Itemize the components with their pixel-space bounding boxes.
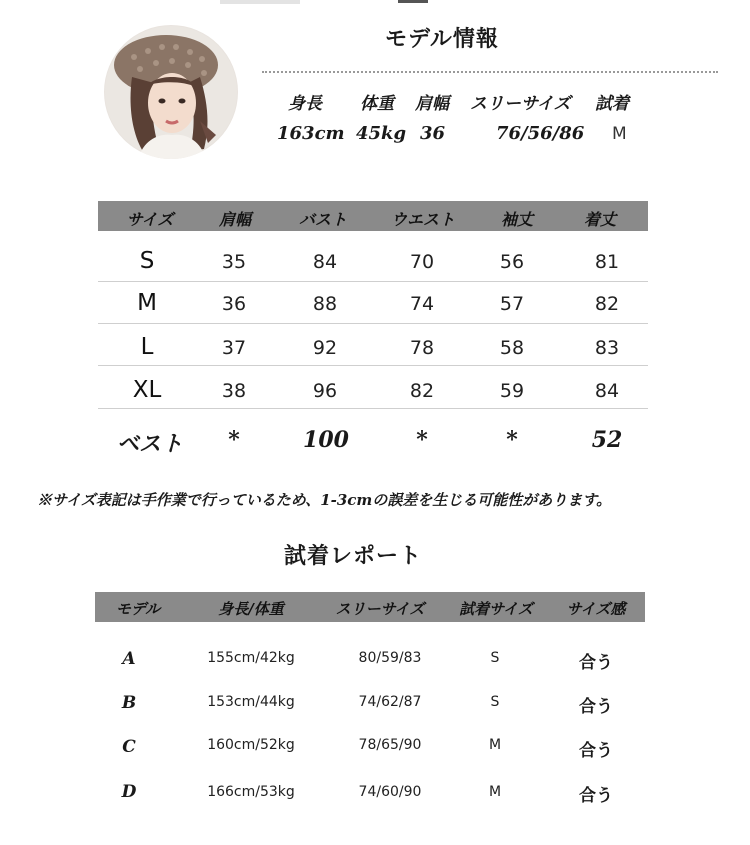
size-vest-sleeve: * [506, 427, 518, 453]
size-s-shoulder: 35 [221, 251, 247, 273]
size-vest-length: 52 [591, 427, 623, 453]
size-l-bust: 92 [312, 337, 338, 359]
report-d-size: M [488, 784, 502, 800]
report-header-model: モデル [115, 600, 161, 618]
size-l-waist: 78 [409, 337, 435, 359]
report-c-height-weight: 160cm/52kg [207, 737, 295, 753]
model-info-weight: 45kg [356, 123, 407, 144]
report-header-three-sizes: スリーサイズ [335, 600, 425, 618]
report-header-height-weight: 身長/体重 [218, 600, 284, 618]
size-row-divider [98, 408, 648, 409]
size-header-waist: ウエスト [390, 210, 456, 229]
report-a-three-sizes: 80/59/83 [358, 650, 422, 666]
size-header-bust: バスト [298, 210, 348, 229]
report-b-height-weight: 153cm/44kg [207, 694, 295, 710]
size-xl-length: 84 [594, 380, 620, 402]
report-c-fit: 合う [579, 741, 613, 761]
size-m-waist: 74 [409, 293, 435, 315]
report-model-d: D [121, 782, 137, 802]
report-b-fit: 合う [579, 697, 613, 717]
top-crop-bar [398, 0, 428, 3]
size-m-shoulder: 36 [221, 293, 247, 315]
report-a-height-weight: 155cm/42kg [207, 650, 295, 666]
report-model-c: C [122, 737, 136, 757]
report-a-size: S [490, 650, 500, 666]
report-c-size: M [488, 737, 502, 753]
size-l-length: 83 [594, 337, 620, 359]
size-xl-bust: 96 [312, 380, 338, 402]
size-row-s-label: S [139, 248, 155, 274]
size-l-shoulder: 37 [221, 337, 247, 359]
size-header-sleeve: 袖丈 [500, 210, 534, 229]
size-l-sleeve: 58 [499, 337, 525, 359]
model-info-height: 163cm [277, 123, 345, 144]
size-xl-shoulder: 38 [221, 380, 247, 402]
model-info-title: モデル情報 [385, 26, 499, 52]
size-row-m-label: M [137, 290, 157, 316]
size-m-bust: 88 [312, 293, 338, 315]
size-vest-shoulder: * [228, 427, 240, 453]
size-s-waist: 70 [409, 251, 435, 273]
model-info-tried-size: M [612, 124, 627, 144]
size-row-xl-label: XL [132, 377, 162, 403]
size-s-sleeve: 56 [499, 251, 525, 273]
size-row-divider [98, 281, 648, 282]
size-row-divider [98, 365, 648, 366]
report-d-three-sizes: 74/60/90 [358, 784, 422, 800]
size-header-size: サイズ [126, 210, 174, 229]
report-header-fit: サイズ感 [566, 600, 626, 618]
size-m-sleeve: 57 [499, 293, 525, 315]
report-c-three-sizes: 78/65/90 [358, 737, 422, 753]
size-table-header [98, 201, 648, 231]
size-vest-bust: 100 [303, 427, 349, 453]
size-s-bust: 84 [312, 251, 338, 273]
model-avatar [104, 25, 238, 159]
size-note: ※サイズ表記は手作業で行っているため、1-3cmの誤差を生じる可能性があります。 [37, 491, 612, 509]
size-header-shoulder: 肩幅 [218, 210, 252, 229]
size-xl-waist: 82 [409, 380, 435, 402]
size-m-length: 82 [594, 293, 620, 315]
size-vest-waist: * [416, 427, 428, 453]
model-info-label-shoulder: 肩幅 [415, 94, 449, 114]
report-b-size: S [490, 694, 500, 710]
report-model-a: A [122, 649, 136, 669]
model-info-label-height: 身長 [288, 94, 322, 114]
report-d-fit: 合う [579, 786, 613, 806]
report-d-height-weight: 166cm/53kg [207, 784, 295, 800]
model-info-three-sizes: 76/56/86 [496, 123, 585, 144]
size-row-divider [98, 323, 648, 324]
top-crop-remnant [220, 0, 300, 4]
model-info-label-tried-size: 試着 [595, 94, 629, 114]
size-row-vest-label: ベスト [116, 431, 184, 457]
report-a-fit: 合う [579, 653, 613, 673]
model-info-label-weight: 体重 [360, 94, 394, 114]
report-b-three-sizes: 74/62/87 [358, 694, 422, 710]
report-model-b: B [121, 693, 137, 713]
dotted-divider [262, 71, 718, 73]
report-header-tried-size: 試着サイズ [459, 600, 533, 618]
model-info-label-three-sizes: スリーサイズ [470, 94, 571, 114]
report-title: 試着レポート [284, 543, 423, 569]
size-xl-sleeve: 59 [499, 380, 525, 402]
size-header-length: 着丈 [583, 210, 617, 229]
model-info-shoulder: 36 [420, 123, 446, 144]
size-s-length: 81 [594, 251, 620, 273]
size-row-l-label: L [140, 334, 154, 360]
